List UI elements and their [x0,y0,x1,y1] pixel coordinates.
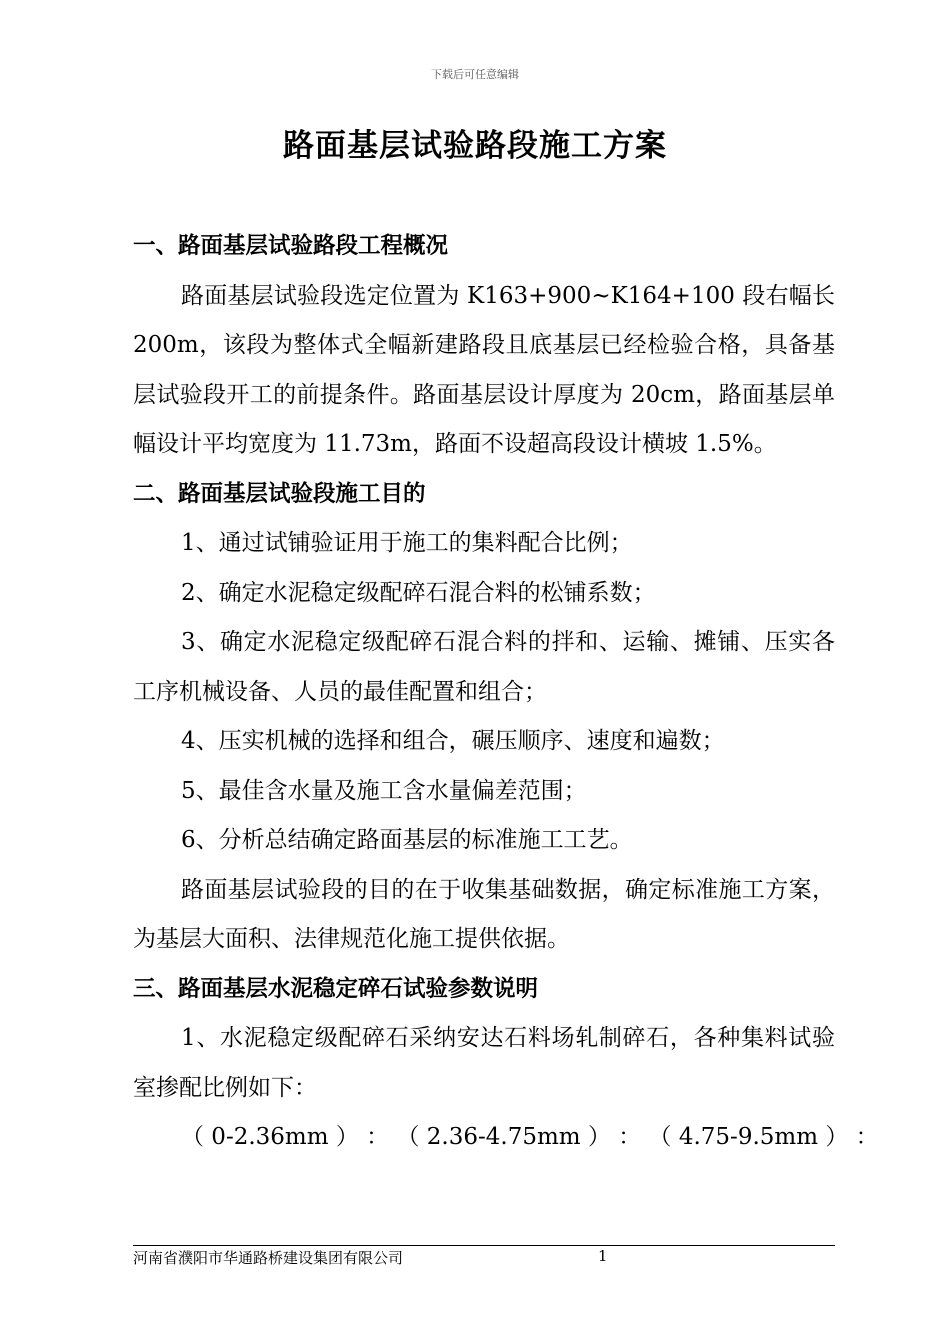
page-number: 1 [598,1247,608,1265]
section-2-paragraph: 路面基层试验段的目的在于收集基础数据，确定标准施工方案，为基层大面积、法律规范化施工提供依据。 [133,876,835,952]
section-2-item-2: 2、确定水泥稳定级配碎石混合料的松铺系数； [181,579,656,606]
section-2-item-1: 1、通过试铺验证用于施工的集料配合比例； [181,530,633,556]
footer-divider [133,1245,835,1246]
section-3-paragraph: 1、水泥稳定级配碎石采纳安达石料场轧制碎石，各种集料试验室掺配比例如下： [133,1025,835,1101]
aggregate-ratio-line: （ 0-2.36mm ） ： （ 2.36-4.75mm ） ： （ 4.75-9.5mm ） ： [181,1124,879,1150]
section-2-item-4: 4、压实机械的选择和组合，碾压顺序、速度和遍数； [181,728,725,754]
section-2-heading: 二、路面基层试验段施工目的 [133,480,426,507]
section-1-heading: 一、路面基层试验路段工程概况 [133,233,449,259]
section-1-paragraph: 路面基层试验段选定位置为 K163+900~K164+100 段右幅长 200m，该段为整体式全幅新建路段且底基层已经检验合格，具备基层试验段开工的前提条件。路面基层设计厚度为 20cm，路面基层单幅设计平均宽度为 11.73m，路面不设超高段设计横坡 1.5%。 [133,282,835,457]
footer-company: 河南省濮阳市华通路桥建设集团有限公司 [133,1249,404,1267]
section-3-heading: 三、路面基层水泥稳定碎石试验参数说明 [133,975,539,1002]
header-note: 下载后可任意编辑 [431,68,519,81]
section-2-item-6: 6、分析总结确定路面基层的标准施工工艺。 [181,827,633,853]
document-body [133,222,879,1163]
section-2-item-3: 3、确定水泥稳定级配碎石混合料的拌和、运输、摊铺、压实各工序机械设备、人员的最佳配置和组合； [133,629,835,705]
section-2-item-5: 5、最佳含水量及施工含水量偏差范围； [181,777,587,804]
document-title: 路面基层试验路段施工方案 [283,128,667,164]
